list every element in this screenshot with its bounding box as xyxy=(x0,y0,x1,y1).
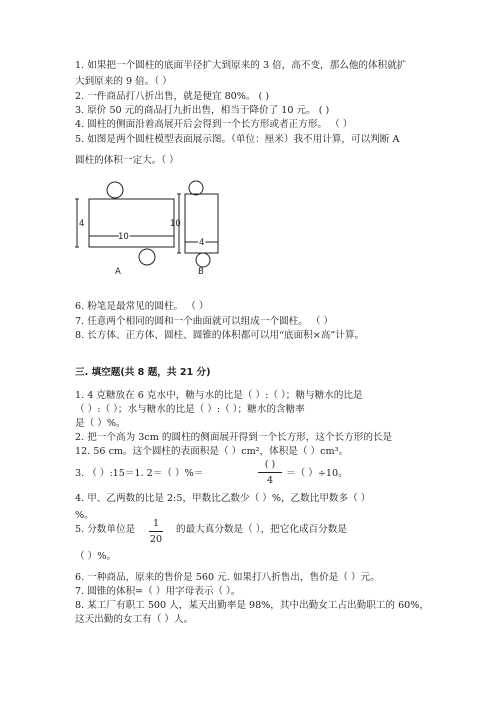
fill-q4-line2: %。 xyxy=(75,510,94,521)
fill-q3-part2: ＝（ ）÷10。 xyxy=(286,468,348,479)
tf-q5-line2: 圆柱的体积一定大。（ ） xyxy=(75,155,179,166)
fill-q5-line2: （ ）%。 xyxy=(75,551,116,562)
fill-q5-fraction xyxy=(149,517,163,546)
tf-q6: 6. 粉笔是最常见的圆柱。 （ ） xyxy=(75,301,209,312)
cylinder-a-bottom-circle xyxy=(139,249,155,265)
fill-q3-fraction xyxy=(258,458,282,487)
fill-q1-line1: 1. 4 克糖放在 6 克水中，糖与水的比是（ ）:（ ）；糖与糖水的比是 xyxy=(75,390,363,401)
tf-q5-line1: 5. 如图是两个圆柱模型表面展示图。（单位：厘米）我不用计算，可以判断 A xyxy=(75,134,400,145)
cylinder-b-height-label: 10 xyxy=(170,219,181,229)
fill-section-heading: 三. 填空题(共 8 题，共 21 分) xyxy=(75,367,211,378)
fill-q5-fraction-numerator: 1 xyxy=(152,518,160,529)
tf-q4: 4. 圆柱的侧面沿着高展开后会得到一个长方形或者正方形。 （ ） xyxy=(75,119,353,130)
tf-q1-line1: 1. 如果把一个圆柱的底面半径扩大到原来的 3 倍，高不变，那么他的体积就扩 xyxy=(75,60,407,71)
cylinder-b-bottom-circle xyxy=(196,253,210,267)
fill-q1-line2: （ ）:（ ）；水与糖水的比是（ ）:（ ）；糖水的含糖率 xyxy=(75,404,305,415)
fill-q3-fraction-numerator: ( ) xyxy=(264,459,276,470)
cylinder-a-height-label: 4 xyxy=(79,219,85,229)
fill-q8-line2: 这天出勤的女工有（ ）人。 xyxy=(75,614,194,625)
fill-q4-line1: 4. 甲、乙两数的比是 2:5，甲数比乙数少（ ）%，乙数比甲数多（ ） xyxy=(75,493,371,504)
fill-q3-fraction-denominator: 4 xyxy=(266,475,274,486)
cylinder-b-label: B xyxy=(198,267,204,277)
fill-q5-part2: 的最大真分数是（ ），把它化成百分数是 xyxy=(176,524,347,535)
fill-q8-line1: 8. 某工厂有职工 500 人，某天出勤率是 98%，其中出勤女工占出勤职工的 60%， xyxy=(75,600,429,611)
tf-q7: 7. 任意两个相同的圆和一个曲面就可以组成一个圆柱。 （ ） xyxy=(75,316,334,327)
cylinder-a-top-circle xyxy=(107,182,123,198)
fill-q7: 7. 圆锥的体积=（ ）用字母表示（ ）。 xyxy=(75,586,241,597)
fill-q1-line3: 是（ ）%。 xyxy=(75,418,126,429)
tf-q1-line2: 大到原来的 9 倍。（ ） xyxy=(75,76,172,87)
tf-q2: 2. 一件商品打八折出售，就是便宜 80%。 ( ) xyxy=(75,91,270,102)
tf-q8: 8. 长方体、正方体、圆柱、圆锥的体积都可以用“底面积×高”计算。 xyxy=(75,330,365,341)
cylinder-b-width-label: 4 xyxy=(199,238,205,248)
fill-q5-part1: 5. 分数单位是 xyxy=(75,524,136,535)
cylinder-a-width-label: 10 xyxy=(118,232,129,242)
cylinder-a-label: A xyxy=(115,267,121,277)
fill-q6: 6. 一种商品，原来的售价是 560 元. 如果打八折售出，售价是（ ）元。 xyxy=(75,572,380,583)
cylinder-b-top-circle xyxy=(189,181,203,195)
cylinder-net-figure xyxy=(75,180,275,280)
fill-q2-line2: 12. 56 cm。这个圆柱的表面积是（ ）cm²，体积是（ ）cm³。 xyxy=(75,446,349,457)
fill-q2-line1: 2. 把一个高为 3cm 的圆柱的侧面展开得到一个长方形，这个长方形的长是 xyxy=(75,432,393,443)
cylinder-a-rectangle xyxy=(89,199,174,247)
fill-q5-fraction-denominator: 20 xyxy=(149,534,163,545)
fill-q3-part1: 3. （ ）:15＝1. 2＝（ ）%＝ xyxy=(75,468,204,479)
tf-q3: 3. 原价 50 元的商品打九折出售，相当于降价了 10 元。 ( ) xyxy=(75,105,330,116)
